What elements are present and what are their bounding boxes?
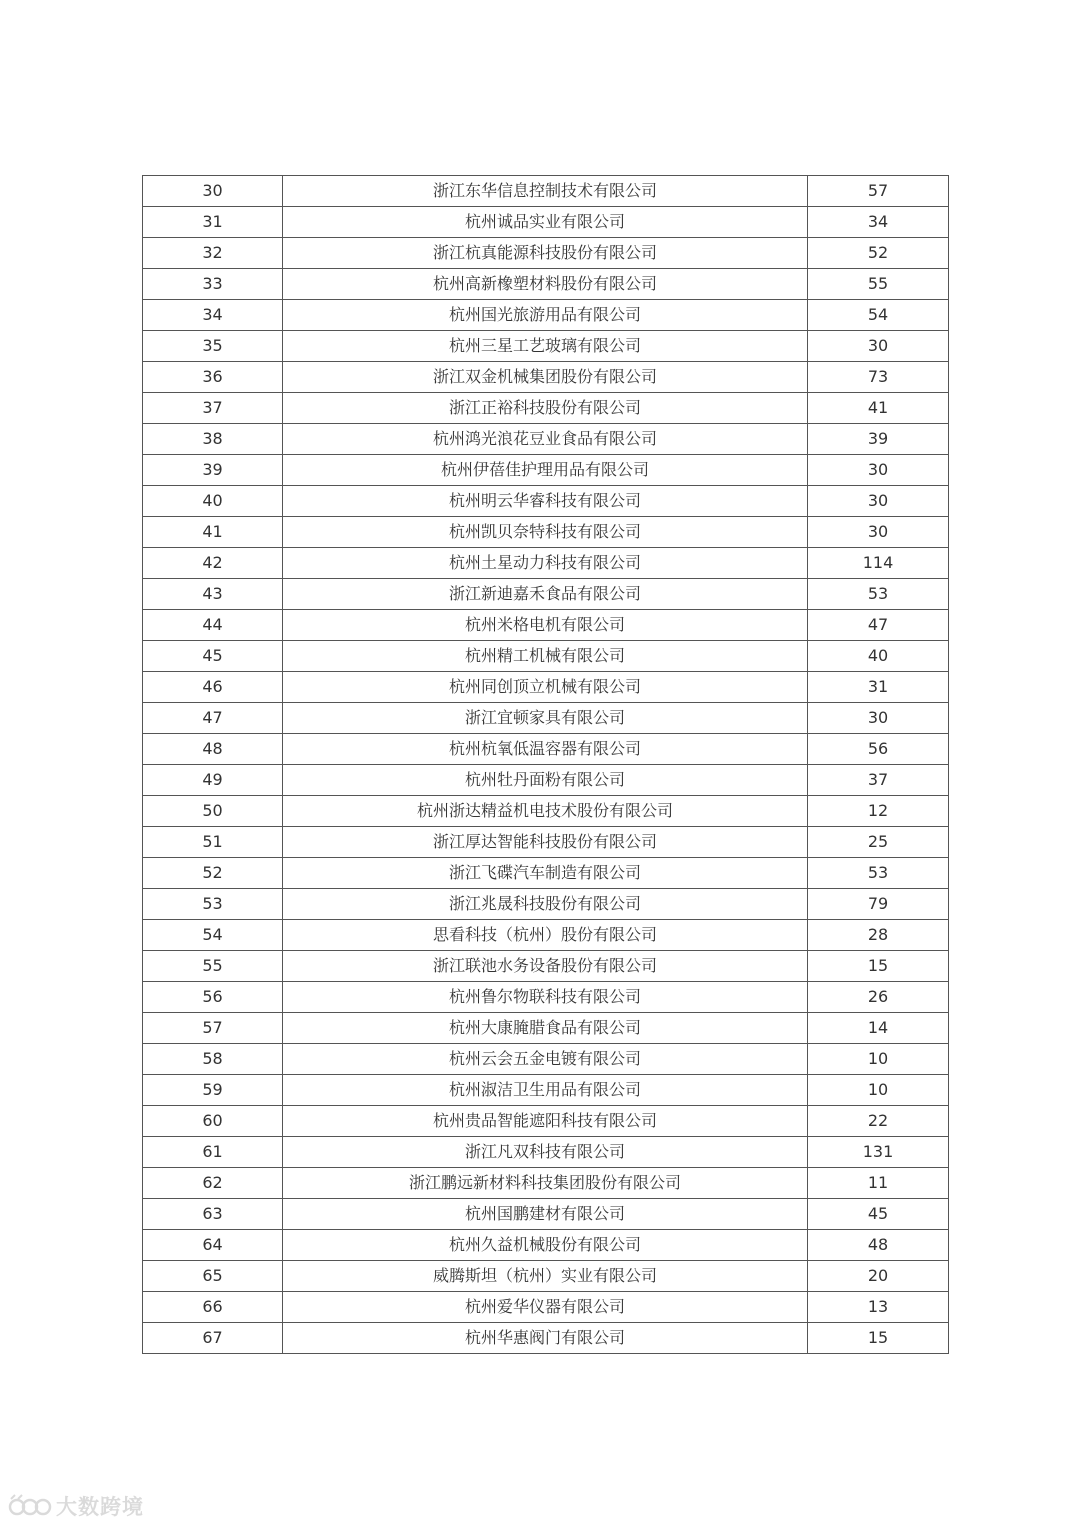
- company-name-cell: 杭州米格电机有限公司: [283, 610, 808, 641]
- row-number-cell: 64: [143, 1230, 283, 1261]
- row-number-cell: 59: [143, 1075, 283, 1106]
- company-name-cell: 杭州同创顶立机械有限公司: [283, 672, 808, 703]
- row-number-cell: 44: [143, 610, 283, 641]
- count-cell: 10: [808, 1044, 949, 1075]
- row-number-cell: 41: [143, 517, 283, 548]
- table-row: [143, 393, 949, 424]
- row-number-cell: 52: [143, 858, 283, 889]
- row-number-cell: 32: [143, 238, 283, 269]
- table-row: [143, 1075, 949, 1106]
- table-row: [143, 1323, 949, 1354]
- table-row: [143, 362, 949, 393]
- table-row: [143, 1230, 949, 1261]
- table-row: [143, 176, 949, 207]
- row-number-cell: 63: [143, 1199, 283, 1230]
- count-cell: 39: [808, 424, 949, 455]
- count-cell: 25: [808, 827, 949, 858]
- table-body: [143, 176, 949, 1354]
- row-number-cell: 65: [143, 1261, 283, 1292]
- company-name-cell: 杭州土星动力科技有限公司: [283, 548, 808, 579]
- company-name-cell: 浙江双金机械集团股份有限公司: [283, 362, 808, 393]
- count-cell: 54: [808, 300, 949, 331]
- company-name-cell: 浙江兆晟科技股份有限公司: [283, 889, 808, 920]
- count-cell: 79: [808, 889, 949, 920]
- table-row: [143, 672, 949, 703]
- count-cell: 53: [808, 858, 949, 889]
- row-number-cell: 31: [143, 207, 283, 238]
- table-row: [143, 610, 949, 641]
- company-name-cell: 浙江联池水务设备股份有限公司: [283, 951, 808, 982]
- company-name-cell: 浙江宜顿家具有限公司: [283, 703, 808, 734]
- company-name-cell: 浙江凡双科技有限公司: [283, 1137, 808, 1168]
- count-cell: 30: [808, 455, 949, 486]
- row-number-cell: 55: [143, 951, 283, 982]
- count-cell: 15: [808, 951, 949, 982]
- count-cell: 37: [808, 765, 949, 796]
- row-number-cell: 60: [143, 1106, 283, 1137]
- table-row: [143, 982, 949, 1013]
- row-number-cell: 66: [143, 1292, 283, 1323]
- row-number-cell: 61: [143, 1137, 283, 1168]
- table-row: [143, 238, 949, 269]
- count-cell: 56: [808, 734, 949, 765]
- company-name-cell: 杭州三星工艺玻璃有限公司: [283, 331, 808, 362]
- company-name-cell: 杭州贵品智能遮阳科技有限公司: [283, 1106, 808, 1137]
- count-cell: 28: [808, 920, 949, 951]
- company-name-cell: 杭州云会五金电镀有限公司: [283, 1044, 808, 1075]
- company-name-cell: 威腾斯坦（杭州）实业有限公司: [283, 1261, 808, 1292]
- table-row: [143, 455, 949, 486]
- count-cell: 12: [808, 796, 949, 827]
- table-row: [143, 486, 949, 517]
- row-number-cell: 58: [143, 1044, 283, 1075]
- table-row: [143, 269, 949, 300]
- count-cell: 55: [808, 269, 949, 300]
- company-name-cell: 杭州诚品实业有限公司: [283, 207, 808, 238]
- count-cell: 53: [808, 579, 949, 610]
- row-number-cell: 51: [143, 827, 283, 858]
- count-cell: 15: [808, 1323, 949, 1354]
- row-number-cell: 35: [143, 331, 283, 362]
- company-name-cell: 杭州华惠阀门有限公司: [283, 1323, 808, 1354]
- table-row: [143, 548, 949, 579]
- row-number-cell: 38: [143, 424, 283, 455]
- row-number-cell: 57: [143, 1013, 283, 1044]
- table-row: [143, 703, 949, 734]
- company-name-cell: 浙江鹏远新材料科技集团股份有限公司: [283, 1168, 808, 1199]
- row-number-cell: 54: [143, 920, 283, 951]
- company-name-cell: 思看科技（杭州）股份有限公司: [283, 920, 808, 951]
- table-row: [143, 1013, 949, 1044]
- row-number-cell: 62: [143, 1168, 283, 1199]
- table-row: [143, 1168, 949, 1199]
- count-cell: 73: [808, 362, 949, 393]
- table-row: [143, 765, 949, 796]
- company-name-cell: 浙江东华信息控制技术有限公司: [283, 176, 808, 207]
- row-number-cell: 43: [143, 579, 283, 610]
- company-name-cell: 杭州伊蓓佳护理用品有限公司: [283, 455, 808, 486]
- company-name-cell: 杭州爱华仪器有限公司: [283, 1292, 808, 1323]
- row-number-cell: 45: [143, 641, 283, 672]
- count-cell: 57: [808, 176, 949, 207]
- company-name-cell: 杭州国光旅游用品有限公司: [283, 300, 808, 331]
- company-name-cell: 浙江新迪嘉禾食品有限公司: [283, 579, 808, 610]
- count-cell: 34: [808, 207, 949, 238]
- count-cell: 30: [808, 486, 949, 517]
- company-table: [142, 175, 949, 1354]
- count-cell: 26: [808, 982, 949, 1013]
- count-cell: 131: [808, 1137, 949, 1168]
- company-name-cell: 杭州鲁尔物联科技有限公司: [283, 982, 808, 1013]
- row-number-cell: 39: [143, 455, 283, 486]
- row-number-cell: 48: [143, 734, 283, 765]
- company-name-cell: 杭州牡丹面粉有限公司: [283, 765, 808, 796]
- row-number-cell: 36: [143, 362, 283, 393]
- count-cell: 11: [808, 1168, 949, 1199]
- company-name-cell: 杭州国鹏建材有限公司: [283, 1199, 808, 1230]
- table-row: [143, 641, 949, 672]
- count-cell: 40: [808, 641, 949, 672]
- table-row: [143, 827, 949, 858]
- count-cell: 30: [808, 331, 949, 362]
- company-name-cell: 杭州杭氧低温容器有限公司: [283, 734, 808, 765]
- table-row: [143, 920, 949, 951]
- table-row: [143, 1137, 949, 1168]
- count-cell: 31: [808, 672, 949, 703]
- row-number-cell: 56: [143, 982, 283, 1013]
- count-cell: 30: [808, 703, 949, 734]
- count-cell: 20: [808, 1261, 949, 1292]
- company-name-cell: 杭州鸿光浪花豆业食品有限公司: [283, 424, 808, 455]
- count-cell: 48: [808, 1230, 949, 1261]
- table-row: [143, 579, 949, 610]
- count-cell: 10: [808, 1075, 949, 1106]
- company-name-cell: 浙江杭真能源科技股份有限公司: [283, 238, 808, 269]
- row-number-cell: 42: [143, 548, 283, 579]
- count-cell: 52: [808, 238, 949, 269]
- count-cell: 14: [808, 1013, 949, 1044]
- company-name-cell: 杭州大康腌腊食品有限公司: [283, 1013, 808, 1044]
- company-name-cell: 浙江厚达智能科技股份有限公司: [283, 827, 808, 858]
- watermark-text: 大数跨境: [56, 1495, 144, 1519]
- company-name-cell: 浙江飞碟汽车制造有限公司: [283, 858, 808, 889]
- table-row: [143, 300, 949, 331]
- table-row: [143, 889, 949, 920]
- logo-icon: [8, 1493, 52, 1519]
- table-row: [143, 734, 949, 765]
- company-name-cell: 杭州浙达精益机电技术股份有限公司: [283, 796, 808, 827]
- count-cell: 22: [808, 1106, 949, 1137]
- table-row: [143, 424, 949, 455]
- table-row: [143, 1292, 949, 1323]
- company-name-cell: 杭州精工机械有限公司: [283, 641, 808, 672]
- count-cell: 114: [808, 548, 949, 579]
- table-row: [143, 1044, 949, 1075]
- row-number-cell: 46: [143, 672, 283, 703]
- table-row: [143, 796, 949, 827]
- company-name-cell: 杭州淑洁卫生用品有限公司: [283, 1075, 808, 1106]
- row-number-cell: 40: [143, 486, 283, 517]
- row-number-cell: 47: [143, 703, 283, 734]
- watermark: [8, 1491, 144, 1521]
- company-name-cell: 杭州凯贝奈特科技有限公司: [283, 517, 808, 548]
- count-cell: 13: [808, 1292, 949, 1323]
- table-row: [143, 331, 949, 362]
- row-number-cell: 50: [143, 796, 283, 827]
- count-cell: 47: [808, 610, 949, 641]
- table-row: [143, 517, 949, 548]
- table-row: [143, 858, 949, 889]
- row-number-cell: 34: [143, 300, 283, 331]
- count-cell: 41: [808, 393, 949, 424]
- table-row: [143, 207, 949, 238]
- row-number-cell: 37: [143, 393, 283, 424]
- row-number-cell: 67: [143, 1323, 283, 1354]
- company-name-cell: 杭州明云华睿科技有限公司: [283, 486, 808, 517]
- company-name-cell: 杭州久益机械股份有限公司: [283, 1230, 808, 1261]
- table-row: [143, 1106, 949, 1137]
- table-row: [143, 951, 949, 982]
- row-number-cell: 53: [143, 889, 283, 920]
- row-number-cell: 49: [143, 765, 283, 796]
- table-row: [143, 1199, 949, 1230]
- row-number-cell: 33: [143, 269, 283, 300]
- company-name-cell: 浙江正裕科技股份有限公司: [283, 393, 808, 424]
- count-cell: 45: [808, 1199, 949, 1230]
- count-cell: 30: [808, 517, 949, 548]
- table-row: [143, 1261, 949, 1292]
- row-number-cell: 30: [143, 176, 283, 207]
- company-name-cell: 杭州高新橡塑材料股份有限公司: [283, 269, 808, 300]
